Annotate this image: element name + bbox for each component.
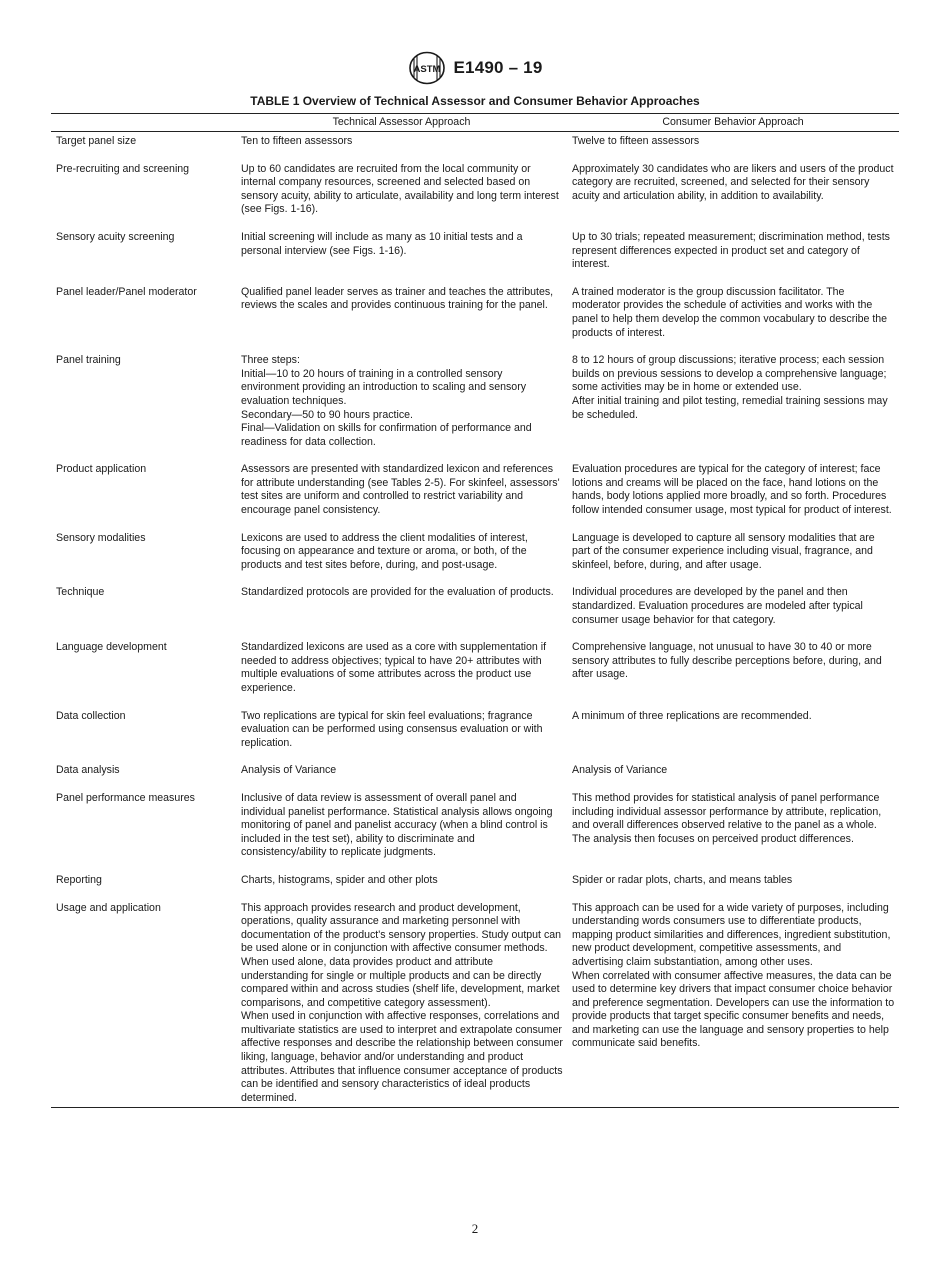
astm-logo-icon xyxy=(408,51,446,85)
consumer-paragraph: After initial training and pilot testing, remedial training sessions may be scheduled. xyxy=(572,394,888,421)
technical-paragraph: Lexicons are used to address the client modalities of interest, focusing on appearance and texture or aroma, or both, of the products and test sites before, during, and post-usage. xyxy=(241,531,528,571)
technical-paragraph: Secondary—50 to 90 hours practice. xyxy=(241,408,413,421)
technical-paragraph: Initial screening will include as many as 10 initial tests and a personal interview (see Figs. 1-16). xyxy=(241,230,523,257)
table-row xyxy=(51,792,899,874)
consumer-cell xyxy=(567,354,899,463)
table-row xyxy=(51,532,899,587)
consumer-paragraph: This approach can be used for a wide variety of purposes, including understanding words consumers use to differentiate products, mapping product similarities and differences, ingredient substitution, new product development, competitive assessments, and advertising claim substantiation, among other uses. xyxy=(572,901,891,968)
column-header-label xyxy=(51,114,236,132)
row-label: Language development xyxy=(56,641,167,654)
technical-paragraph: Two replications are typical for skin feel evaluations; fragrance evaluation can be performed using consensus evaluation or with replication. xyxy=(241,709,543,749)
column-header-consumer: Consumer Behavior Approach xyxy=(662,116,804,129)
row-label: Product application xyxy=(56,463,147,476)
technical-cell xyxy=(236,286,567,354)
technical-paragraph: Assessors are presented with standardized lexicon and references for attribute understanding (see Tables 2-5). For skinfeel, assessors' test sites are uniform and controlled to restrict variability and encourage panel consistency. xyxy=(241,463,560,517)
table-row xyxy=(51,463,899,531)
consumer-cell xyxy=(567,463,899,531)
consumer-paragraph: Evaluation procedures are typical for the category of interest; face lotions and creams will be placed on the face, hand lotions on the hands, body lotions applied more broadly, and so forth. Procedures follow intended consumer usage, most typical for product of interest. xyxy=(572,463,892,517)
consumer-paragraph: Language is developed to capture all sensory modalities that are part of the consumer experience including visual, fragrance, and skinfeel, before, during, and after usage. xyxy=(572,531,875,571)
technical-paragraph: Standardized lexicons are used as a core with supplementation if needed to address objectives; typical to have 20+ attributes with multiple evaluations of some attributes across the product use experience. xyxy=(241,641,547,694)
table-row xyxy=(51,286,899,354)
table-row xyxy=(51,764,899,792)
row-label: Panel training xyxy=(56,354,121,367)
technical-cell xyxy=(236,231,567,286)
table-row xyxy=(51,641,899,709)
technical-cell xyxy=(236,163,567,231)
technical-paragraph: Initial—10 to 20 hours of training in a controlled sensory environment providing an introduction to scaling and sensory evaluation techniques. xyxy=(241,367,527,407)
technical-cell xyxy=(236,764,567,792)
technical-cell xyxy=(236,641,567,709)
consumer-cell xyxy=(567,641,899,709)
row-label: Data collection xyxy=(56,709,126,722)
technical-cell xyxy=(236,874,567,902)
technical-paragraph: Final—Validation on skills for confirmation of performance and readiness for data collection. xyxy=(241,422,532,448)
consumer-paragraph: Approximately 30 candidates who are likers and users of the product category are recruited, screened, and selected for their sensory acuity and articulation ability, in addition to availability. xyxy=(572,162,894,202)
consumer-paragraph: Individual procedures are developed by the panel and then standardized. Evaluation procedures are modeled after typical consumer usage behavior for that category. xyxy=(572,586,863,626)
page-number: 2 xyxy=(471,1221,479,1236)
technical-paragraph: Ten to fifteen assessors xyxy=(241,135,353,147)
consumer-paragraph: When correlated with consumer affective measures, the data can be used to determine key drivers that impact consumer choice behavior and preference segmentation. Developers can use the information to provide products that target specific consumer benefits and needs, and marketing can use the language and sensory properties to help communicate said benefits. xyxy=(572,969,895,1050)
consumer-paragraph: Spider or radar plots, charts, and means tables xyxy=(572,873,793,886)
table-row xyxy=(51,874,899,902)
consumer-cell xyxy=(567,902,899,1108)
table-row xyxy=(51,902,899,1108)
technical-paragraph: When used alone, data provides product and attribute understanding for single or multiple products and can be directly compared within and across studies (shelf life, development, market comparisons, and competitive category assessment). xyxy=(241,955,560,1009)
consumer-cell xyxy=(567,586,899,641)
consumer-cell xyxy=(567,286,899,354)
technical-cell xyxy=(236,792,567,874)
consumer-paragraph: This method provides for statistical analysis of panel performance including individual assessor performance by attribute, replication, and overall differences observed relative to the panel as a whole. The analysis then focuses on perceived product differences. xyxy=(572,791,882,845)
row-label: Reporting xyxy=(56,873,102,886)
consumer-paragraph: Comprehensive language, not unusual to have 30 to 40 or more sensory attributes to fully describe perceptions before, during, and after usage. xyxy=(572,641,882,681)
row-label: Panel leader/Panel moderator xyxy=(56,285,197,298)
technical-cell xyxy=(236,586,567,641)
table-title: TABLE 1 Overview of Technical Assessor and Consumer Behavior Approaches xyxy=(250,94,700,108)
consumer-paragraph: Up to 30 trials; repeated measurement; discrimination method, tests represent differences expected in product set and category of interest. xyxy=(572,230,890,271)
row-label: Pre-recruiting and screening xyxy=(56,162,190,175)
consumer-paragraph: 8 to 12 hours of group discussions; iterative process; each session builds on previous sessions to develop a comprehensive language; some activities may be in home or extended use. xyxy=(572,354,887,394)
column-header-technical: Technical Assessor Approach xyxy=(332,116,471,129)
table-row xyxy=(51,163,899,231)
table-body xyxy=(51,132,899,1108)
consumer-cell xyxy=(567,532,899,587)
consumer-cell xyxy=(567,710,899,765)
row-label: Data analysis xyxy=(56,764,120,777)
technical-cell xyxy=(236,132,567,163)
document-header xyxy=(0,50,950,86)
row-label: Panel performance measures xyxy=(56,791,195,804)
consumer-paragraph: Analysis of Variance xyxy=(572,764,668,777)
table-row xyxy=(51,710,899,765)
row-label: Sensory acuity screening xyxy=(56,230,175,243)
technical-paragraph: Analysis of Variance xyxy=(241,764,337,777)
consumer-cell xyxy=(567,874,899,902)
row-label: Target panel size xyxy=(56,135,137,147)
technical-cell xyxy=(236,463,567,531)
overview-table xyxy=(51,113,899,1108)
technical-paragraph: Standardized protocols are provided for the evaluation of products. xyxy=(241,586,554,599)
consumer-cell xyxy=(567,132,899,163)
technical-paragraph: Three steps: xyxy=(241,354,300,367)
technical-cell xyxy=(236,532,567,587)
technical-paragraph: Up to 60 candidates are recruited from the local community or internal company resources, screened and selected based on sensory acuity, ability to articulate, availability and long term interest (see Figs. 1-16). xyxy=(241,162,559,216)
row-label: Sensory modalities xyxy=(56,531,146,544)
technical-cell xyxy=(236,710,567,765)
table-header-row xyxy=(51,114,899,132)
table-row xyxy=(51,132,899,163)
row-label: Technique xyxy=(56,586,105,599)
consumer-cell xyxy=(567,764,899,792)
technical-paragraph: Inclusive of data review is assessment of overall panel and individual panelist performance. Statistical analysis allows ongoing monitoring of panel and panelist accuracy (when a blind control is included in the test set), ability to discriminate and consistency/ability to replicate judgments. xyxy=(241,791,553,859)
technical-paragraph: This approach provides research and product development, operations, quality assurance and marketing personnel with documentation of the product's sensory properties. Study output can be used alone or in conjunction with affective consumer methods. xyxy=(241,901,562,955)
consumer-cell xyxy=(567,792,899,874)
technical-paragraph: Charts, histograms, spider and other plots xyxy=(241,873,438,886)
consumer-cell xyxy=(567,231,899,286)
consumer-paragraph: Twelve to fifteen assessors xyxy=(572,135,700,147)
astm-logo-text: ASTM xyxy=(413,64,440,75)
consumer-cell xyxy=(567,163,899,231)
technical-cell xyxy=(236,902,567,1108)
technical-paragraph: Qualified panel leader serves as trainer and teaches the attributes, reviews the scales and provides continuous training for the panel. xyxy=(241,285,554,312)
row-label: Usage and application xyxy=(56,901,161,914)
table-row xyxy=(51,354,899,463)
table-row xyxy=(51,231,899,286)
consumer-paragraph: A trained moderator is the group discussion facilitator. The moderator provides the schedule of activities and works with the panel to help them develop the common vocabulary to describe the products of interest. xyxy=(572,285,888,339)
table-row xyxy=(51,586,899,641)
technical-paragraph: When used in conjunction with affective responses, correlations and multivariate statistics are used to interpret and extrapolate consumer affective responses and describe the relationship between consumer liking, language, behavior and/or understanding and product attributes. Attributes that influence consumer acceptance of products can be identified and sensory characteristics of ideal products determined. xyxy=(241,1010,563,1104)
consumer-paragraph: A minimum of three replications are recommended. xyxy=(572,709,812,722)
technical-cell xyxy=(236,354,567,463)
standard-designation: E1490 – 19 xyxy=(453,58,543,77)
